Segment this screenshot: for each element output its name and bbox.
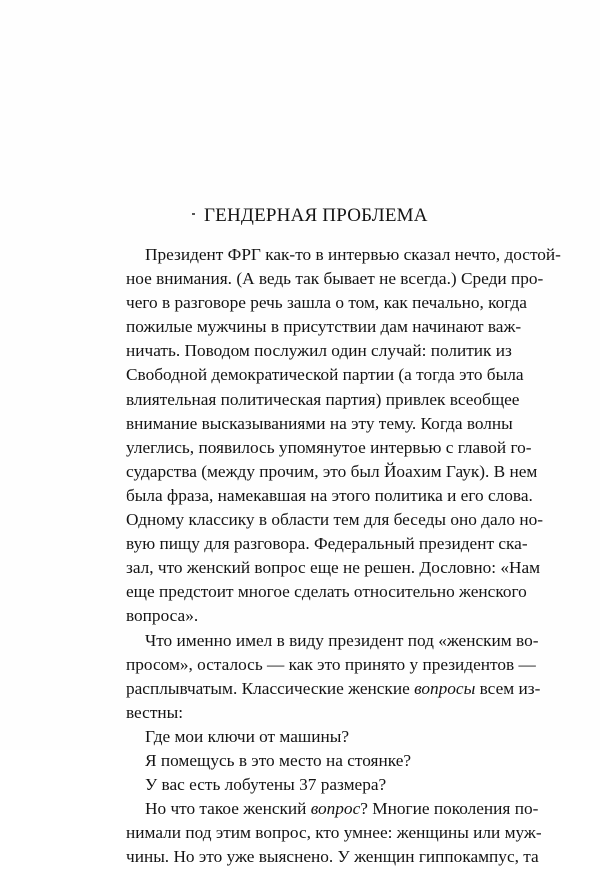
p2-line-1: Что именно имел в виду президент под «женским во- [145, 630, 539, 650]
p1-line-7: влиятельная политическая партия) привлек всеобщее [126, 389, 520, 409]
p1-line-3: чего в разговоре речь зашла о том, как печально, когда [126, 293, 527, 313]
p1-line-2: ное внимания. (А ведь так бывает не всегда.) Среди про- [126, 269, 544, 289]
question-line-2: Я помещусь в это место на стоянке? [145, 750, 412, 770]
p1-line-13: вую пищу для разговора. Федеральный президент ска- [126, 534, 528, 554]
p1-line-9: улеглись, появилось упомянутое интервью с главой го- [126, 437, 532, 457]
p2-line-4: вестны: [126, 702, 184, 722]
italic-word: вопросы [414, 678, 476, 698]
p1-line-6: Свободной демократической партии (а тогда это была [126, 365, 524, 385]
p1-line-12: Одному классику в области тем для беседы оно дало но- [126, 510, 544, 530]
question-line-3: У вас есть лобутены 37 размера? [145, 775, 387, 795]
p1-line-8: внимание высказываниями на эту тему. Когда волны [126, 413, 513, 433]
p2-line-3: расплывчатым. Классические женские вопросы всем из- [126, 678, 541, 698]
p2-line-2: просом», осталось — как это принято у президентов — [126, 654, 536, 674]
question-line-1: Где мои ключи от машины? [145, 726, 350, 746]
p1-line-1: Президент ФРГ как-то в интервью сказал нечто, достой- [145, 245, 561, 264]
p1-line-5: ничать. Поводом послужил один случай: политик из [126, 341, 512, 361]
p3-line-1: Но что такое женский вопрос? Многие поколения по- [145, 799, 539, 819]
p1-line-4: пожилые мужчины в присутствии дам начинают важ- [126, 317, 522, 337]
p3-line-2: нимали под этим вопрос, кто умнее: женщины или муж- [126, 823, 542, 843]
italic-word: вопрос [310, 799, 361, 819]
body-text [126, 243, 561, 869]
section-dot [192, 213, 195, 215]
chapter-title: ГЕНДЕРНАЯ ПРОБЛЕМА [204, 205, 428, 226]
p1-line-15: еще предстоит многое сделать относительно женского [126, 582, 527, 602]
p1-line-10: сударства (между прочим, это был Йоахим Гаук). В нем [126, 461, 538, 481]
p1-line-11: была фраза, намекавшая на этого политика и его слова. [126, 485, 533, 505]
p1-line-16: вопроса». [126, 606, 199, 626]
p1-line-14: зал, что женский вопрос еще не решен. Дословно: «Нам [126, 558, 541, 578]
p3-line-3: чины. Но это уже выяснено. У женщин гиппокампус, та [126, 847, 539, 867]
